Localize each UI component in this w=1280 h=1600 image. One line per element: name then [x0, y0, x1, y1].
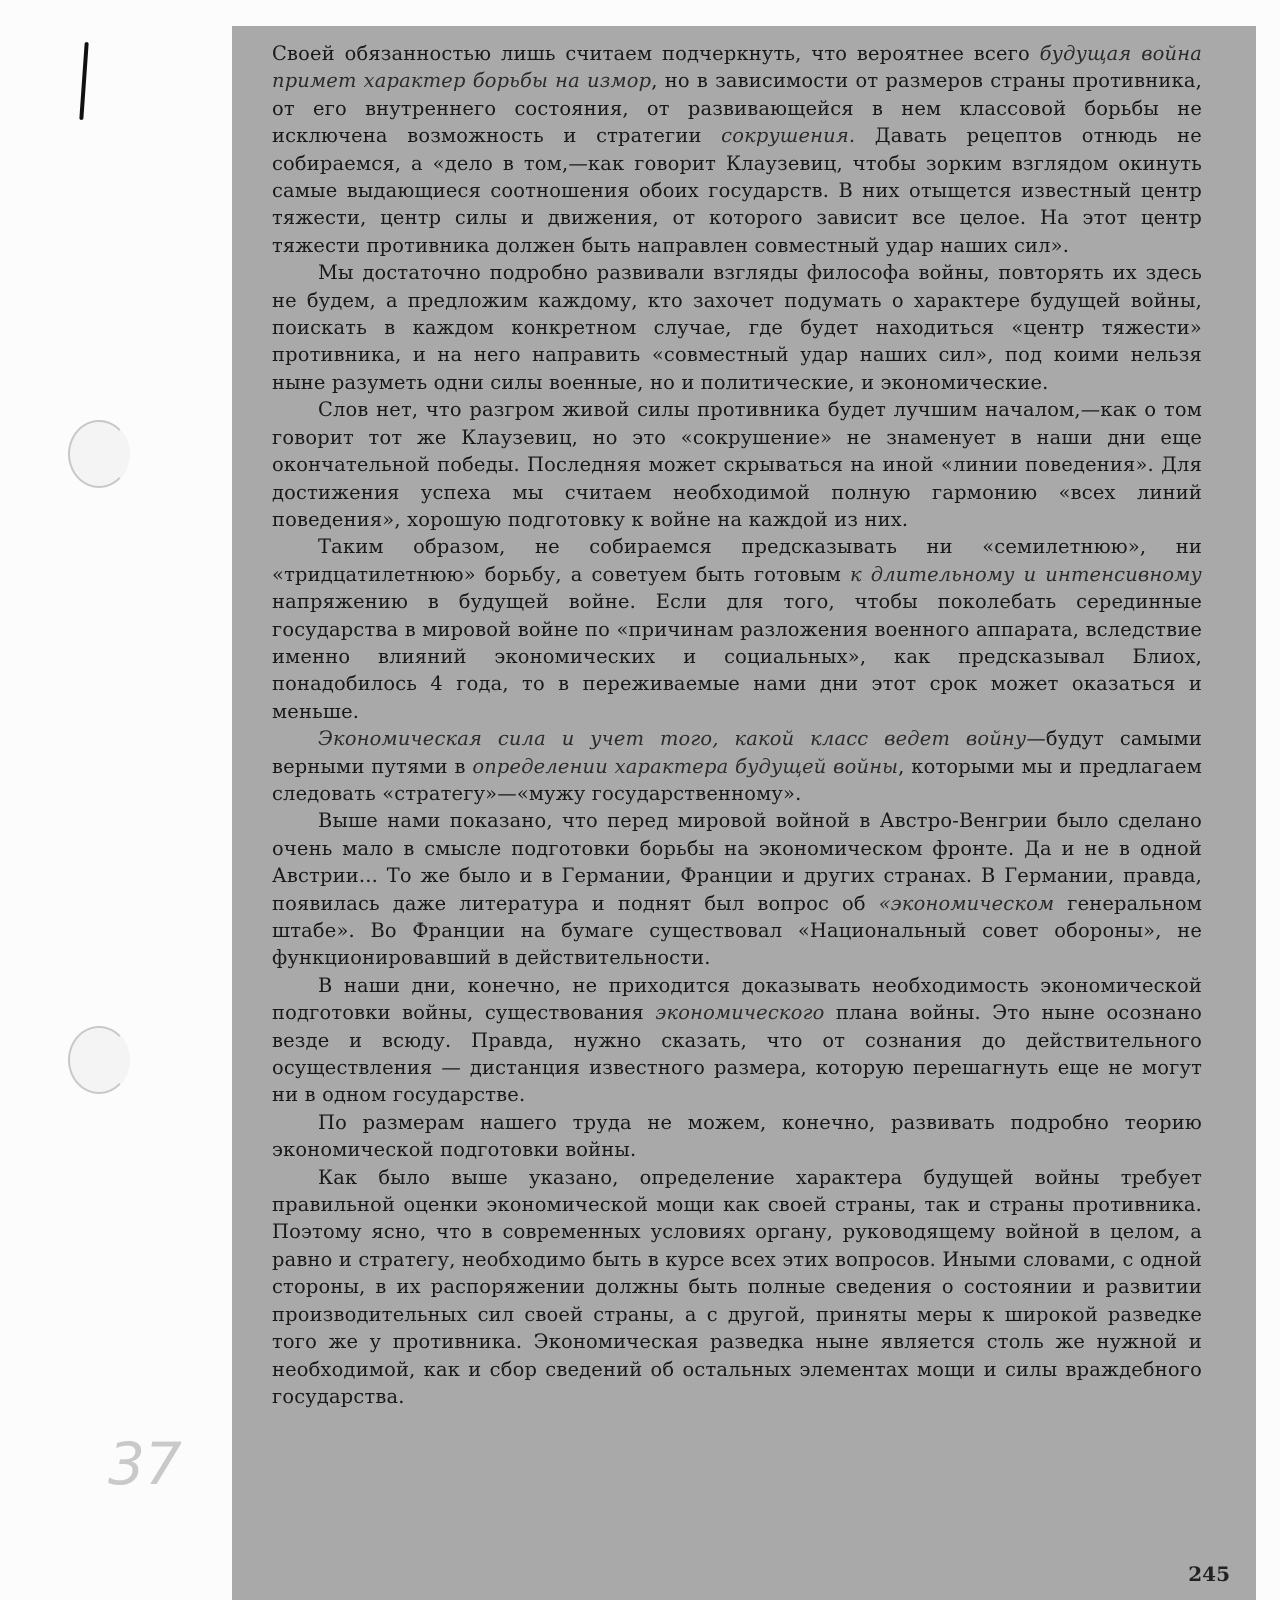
text-run: генеральном штабе». Во Франции на бумаге существовал «Национальный совет обороны», не функционировавший в действительности.: [272, 891, 1202, 970]
handwritten-sheet-number: 37: [108, 1430, 182, 1498]
italic-emphasis: сокрушения.: [721, 124, 856, 148]
italic-emphasis: определении характера будущей войны: [472, 754, 899, 778]
paragraph: [272, 259, 1202, 396]
paragraph: [272, 533, 1202, 725]
text-run: Как было выше указано, определение характера будущей войны требует правильной оценки экономической мощи как своей страны, так и страны противника. Поэтому ясно, что в современных условиях органу, руководящему войной в целом, а равно и стратегу, необходимо быть в курсе всех этих вопросов. Иными словами, с одной стороны, в их распоряжении должны быть полные сведения о состоянии и развитии производительных сил своей страны, а с другой, приняты меры к широкой разведке того же у противника. Экономическая разведка ныне является столь же нужной и необходимой, как и сбор сведений об остальных элементах мощи и силы враждебного государства.: [272, 1165, 1203, 1408]
text-run: По размерам нашего труда не можем, конечно, развивать подробно теорию экономической подготовки войны.: [272, 1110, 1202, 1162]
italic-emphasis: «экономическом: [878, 891, 1055, 915]
paragraph: [272, 725, 1202, 807]
italic-emphasis: к длительному и интенсивному: [849, 562, 1202, 586]
text-run: Выше нами показано, что перед мировой войной в Австро-Венгрии было сделано очень мало в смысле подготовки борьбы на экономическом фронте. Да и не в одной Австрии... То же было и в Германии, Франции и других странах. В Германии, правда, появилась даже литература и поднят был вопрос об: [272, 809, 1202, 915]
punch-hole-top: [68, 420, 130, 488]
body-text: [272, 40, 1202, 1410]
text-run: —будут самыми верными путями в: [272, 727, 1202, 778]
paragraph: [272, 1164, 1202, 1411]
text-run: Своей обязанностью лишь считаем подчеркнуть, что вероятнее всего: [272, 42, 1040, 65]
text-run: Слов нет, что разгром живой силы противника будет лучшим началом,—как о том говорит тот же Клаузевиц, но это «сокрушение» не знаменует в наши дни еще окончательной победы. Последняя может скрываться на иной «линии поведения». Для достижения успеха мы считаем необходимой полную гармонию «всех линий поведения», хорошую подготовку к войне на каждой из них.: [272, 398, 1202, 531]
text-run: Мы достаточно подробно развивали взгляды философа войны, повторять их здесь не будем, а предложим каждому, кто захочет подумать о характере будущей войны, поискать в каждом конкретном случае, где будет находиться «центр тяжести» противника, и на него направить «совместный удар наших сил», под коими нельзя ныне разуметь одни силы военные, но и политические, и экономические.: [272, 261, 1202, 394]
photographed-book-page: [232, 26, 1256, 1600]
text-run: Таким образом, не собираемся предсказывать ни «семилетнюю», ни «тридцатилетнюю» борьбу, а советуем быть готовым: [272, 535, 1202, 586]
page-number: 245: [1188, 1562, 1230, 1586]
italic-emphasis: Экономическая сила и учет того, какой класс ведет войну: [318, 727, 1027, 751]
text-run: Давать рецептов отнюдь не собираемся, а «дело в том,—как говорит Клаузевиц, чтобы зорким взглядом окинуть самые выдающиеся соотношения обоих государств. В них отыщется известный центр тяжести, центр силы и движения, от которого зависит все целое. На этот центр тяжести противника должен быть направлен совместный удар наших сил».: [272, 124, 1202, 257]
italic-emphasis: экономического: [655, 1001, 825, 1025]
paragraph: [272, 972, 1202, 1109]
text-run: В наши дни, конечно, не приходится доказывать необходимость экономической подготовки войны, существования: [272, 973, 1202, 1025]
text-run: напряжению в будущей войне. Если для того, чтобы поколебать серединные государства в мировой войне по «причинам разложения военного аппарата, вследствие именно влияний экономических и социальных», как предсказывал Блиох, понадобилось 4 года, то в переживаемые нами дни этот срок может оказаться и меньше.: [272, 590, 1202, 723]
paragraph: [272, 396, 1202, 533]
text-run: плана войны. Это ныне осознано везде и всюду. Правда, нужно сказать, что от сознания до действительного осуществления — дистанция известного размера, которую перешагнуть еще не могут ни в одном государстве.: [272, 1001, 1203, 1107]
text-run: , но в зависимости от размеров страны противника, от его внутреннего состояния, от развивающейся в нем классовой борьбы не исключена возможность и стратегии: [272, 69, 1202, 148]
italic-emphasis: будущая война примет характер борьбы на измор: [272, 42, 1202, 93]
text-run: , которыми мы и предлагаем следовать «стратегу»—«мужу государственному».: [272, 754, 1202, 805]
paragraph: [272, 807, 1202, 971]
punch-hole-bottom: [68, 1026, 130, 1094]
paragraph: [272, 1109, 1202, 1164]
paragraph: [272, 40, 1202, 259]
margin-pen-mark: [79, 42, 88, 120]
